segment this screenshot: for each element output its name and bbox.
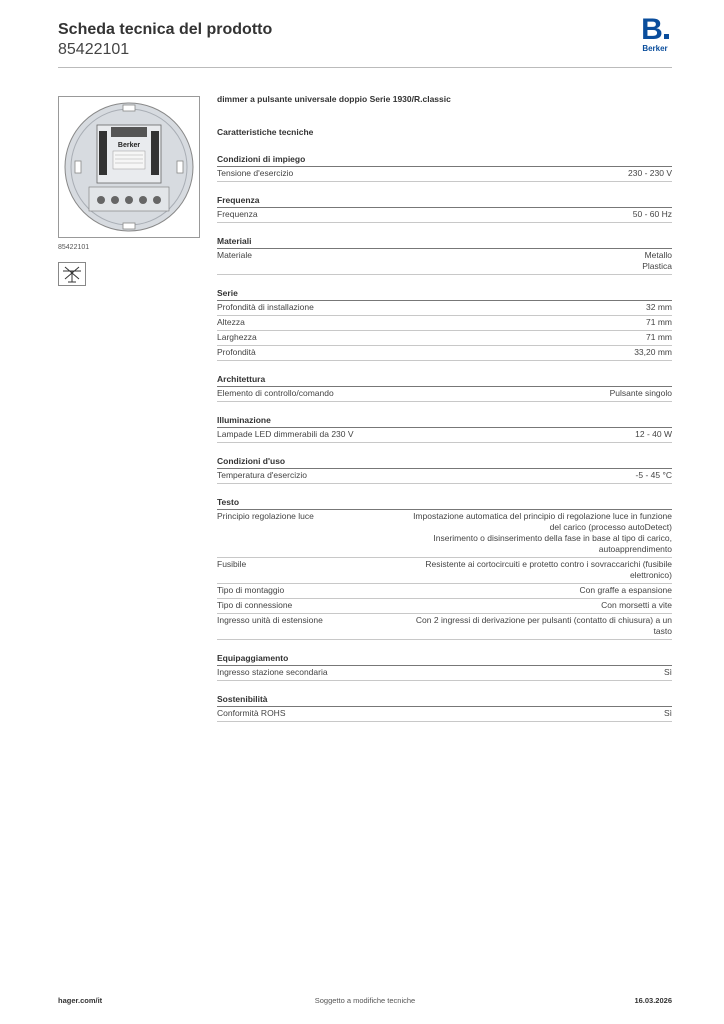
spec-value-line: 12 - 40 W <box>635 429 672 439</box>
section-title: Testo <box>217 496 672 510</box>
berker-b-icon: B <box>638 16 672 44</box>
spec-value-line: Resistente ai cortocircuiti e protetto contro i sovraccarichi (fusibile <box>425 559 672 569</box>
spec-section <box>217 373 672 402</box>
spec-value <box>367 250 672 272</box>
spec-value-line: Con 2 ingressi di derivazione per pulsanti (contatto di chiusura) a un <box>415 615 672 625</box>
spec-row <box>217 249 672 275</box>
spec-row <box>217 584 672 599</box>
page-footer <box>58 996 672 1010</box>
spec-value-line: Plastica <box>642 261 672 271</box>
logo-text: Berker <box>642 44 668 53</box>
spec-label: Larghezza <box>217 332 257 342</box>
spec-label: Tipo di montaggio <box>217 585 285 595</box>
spec-value-line: 71 mm <box>646 317 672 327</box>
document-title: Scheda tecnica del prodotto <box>58 21 273 38</box>
section-title: Sostenibilità <box>217 693 672 707</box>
section-title: Serie <box>217 287 672 301</box>
spec-row <box>217 558 672 584</box>
spec-value-line: Con graffe a espansione <box>579 585 672 595</box>
spec-row <box>217 614 672 640</box>
spec-label: Profondità di installazione <box>217 302 314 312</box>
spec-value-line: del carico (processo autoDetect) <box>549 522 672 532</box>
spec-label: Tensione d'esercizio <box>217 168 294 178</box>
spec-label: Tipo di connessione <box>217 600 293 610</box>
spec-value <box>367 667 672 678</box>
lamp-dimmer-icon <box>59 263 85 285</box>
spec-value <box>367 615 672 637</box>
spec-value-line: tasto <box>653 626 672 636</box>
spec-value-line: Impostazione automatica del principio di regolazione luce in funzione <box>413 511 672 521</box>
page-header <box>58 13 672 68</box>
spec-value-line: 33,20 mm <box>634 347 672 357</box>
spec-section <box>217 414 672 443</box>
section-title: Condizioni di impiego <box>217 153 672 167</box>
spec-value-line: Inserimento o disinserimento della fase in base al tipo di carico, <box>433 533 672 543</box>
spec-value <box>367 470 672 481</box>
spec-value <box>367 347 672 358</box>
spec-value-line: Con morsetti a vite <box>601 600 672 610</box>
spec-value <box>367 511 672 555</box>
spec-label: Conformità ROHS <box>217 708 286 718</box>
footer-disclaimer: Soggetto a modifiche tecniche <box>314 996 416 1005</box>
product-code-caption: 85422101 <box>58 244 90 251</box>
device-label: Berker <box>117 142 141 149</box>
section-title: Equipaggiamento <box>217 652 672 666</box>
spec-label: Altezza <box>217 317 245 327</box>
technical-content <box>217 94 672 722</box>
spec-value-line: 230 - 230 V <box>628 168 672 178</box>
spec-row <box>217 599 672 614</box>
spec-value <box>367 302 672 313</box>
spec-value-line: elettronico) <box>629 570 672 580</box>
spec-label: Temperatura d'esercizio <box>217 470 307 480</box>
tech-features-title: Caratteristiche tecniche <box>217 127 314 137</box>
spec-label: Principio regolazione luce <box>217 511 314 521</box>
spec-label: Fusibile <box>217 559 247 569</box>
spec-row <box>217 316 672 331</box>
spec-row <box>217 387 672 402</box>
section-title: Frequenza <box>217 194 672 208</box>
spec-row <box>217 331 672 346</box>
spec-value <box>367 317 672 328</box>
section-title: Architettura <box>217 373 672 387</box>
spec-value-line: 32 mm <box>646 302 672 312</box>
spec-value-line: Sì <box>663 667 672 677</box>
spec-value <box>367 168 672 179</box>
spec-section <box>217 194 672 223</box>
spec-row <box>217 346 672 361</box>
section-title: Materiali <box>217 235 672 249</box>
spec-value-line: Pulsante singolo <box>609 388 672 398</box>
spec-label: Frequenza <box>217 209 258 219</box>
spec-value-line: Metallo <box>644 250 672 260</box>
spec-section <box>217 235 672 275</box>
spec-value-line: -5 - 45 °C <box>635 470 672 480</box>
berker-logo <box>638 13 672 54</box>
spec-row <box>217 469 672 484</box>
spec-label: Profondità <box>217 347 256 357</box>
spec-label: Materiale <box>217 250 252 260</box>
spec-section <box>217 287 672 361</box>
section-title: Illuminazione <box>217 414 672 428</box>
spec-value-line: autoapprendimento <box>598 544 672 554</box>
dimmer-symbol-icon <box>58 262 86 286</box>
spec-value <box>367 388 672 399</box>
spec-value <box>367 209 672 220</box>
spec-row <box>217 167 672 182</box>
spec-value-line: Sì <box>663 708 672 718</box>
spec-value <box>367 708 672 719</box>
spec-value <box>367 600 672 611</box>
spec-label: Elemento di controllo/comando <box>217 388 334 398</box>
spec-value <box>367 332 672 343</box>
spec-row <box>217 301 672 316</box>
spec-row <box>217 428 672 443</box>
spec-label: Ingresso unità di estensione <box>217 615 323 625</box>
spec-section <box>217 153 672 182</box>
footer-website: hager.com/it <box>58 996 103 1005</box>
spec-value-line: 50 - 60 Hz <box>632 209 672 219</box>
section-title: Condizioni d'uso <box>217 455 672 469</box>
spec-section <box>217 652 672 681</box>
product-description: dimmer a pulsante universale doppio Serie 1930/R.classic <box>217 94 451 104</box>
spec-row <box>217 510 672 558</box>
product-code: 85422101 <box>58 41 130 58</box>
spec-section <box>217 693 672 722</box>
spec-sections <box>217 153 672 722</box>
spec-section <box>217 496 672 640</box>
spec-value-line: 71 mm <box>646 332 672 342</box>
product-image <box>58 96 200 238</box>
footer-date: 16.03.2026 <box>634 996 672 1005</box>
spec-value <box>367 559 672 581</box>
dimmer-insert-illustration <box>59 97 199 237</box>
spec-value <box>367 585 672 596</box>
spec-label: Lampade LED dimmerabili da 230 V <box>217 429 354 439</box>
spec-label: Ingresso stazione secondaria <box>217 667 328 677</box>
spec-value <box>367 429 672 440</box>
spec-row <box>217 707 672 722</box>
spec-row <box>217 208 672 223</box>
spec-row <box>217 666 672 681</box>
spec-section <box>217 455 672 484</box>
